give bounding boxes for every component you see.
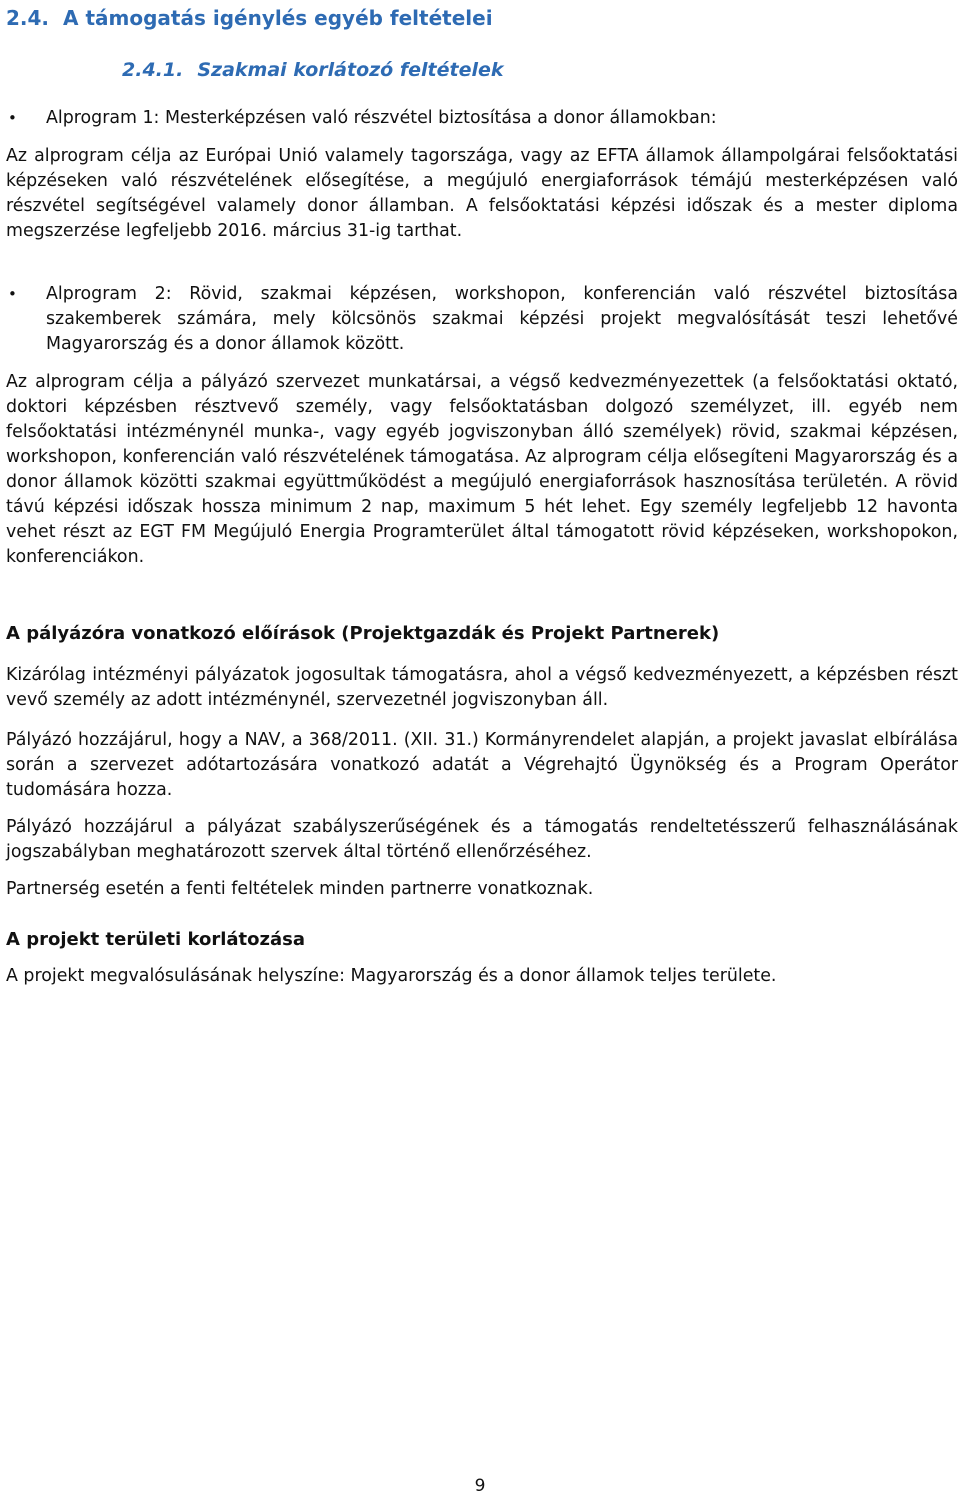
bullet-text-1: Alprogram 1: Mesterképzésen való részvétel biztosítása a donor államokban: — [46, 108, 717, 128]
paragraph-6: Partnerség esetén a fenti feltételek minden partnerre vonatkoznak. — [6, 879, 594, 899]
paragraph-7: A projekt megvalósulásának helyszíne: Magyarország és a donor államok teljes területe. — [6, 966, 777, 986]
section-title-applicant-rules: A pályázóra vonatkozó előírások (Projektgazdák és Projekt Partnerek) — [6, 623, 720, 644]
paragraph-5: Pályázó hozzájárul a pályázat szabályszerűségének és a támogatás rendeltetésszerű felhasználásának jogszabályban meghatározott szervek által történő ellenőrzéséhez. — [6, 817, 958, 862]
bullet-text-2: Alprogram 2: Rövid, szakmai képzésen, workshopon, konferencián való részvétel biztosítása szakemberek számára, mely kölcsönös szakmai képzési projekt megvalósítását teszi lehetővé Magyarország és a donor államok között. — [46, 284, 958, 354]
section-title-territorial: A projekt területi korlátozása — [6, 929, 305, 950]
section-number: 2.4. — [6, 6, 50, 30]
page-number: 9 — [474, 1476, 486, 1496]
bullet-icon: • — [8, 285, 17, 303]
section-title: A támogatás igénylés egyéb feltételei — [63, 6, 493, 30]
paragraph-3: Kizárólag intézményi pályázatok jogosultak támogatásra, ahol a végső kedvezményezett, a képzésben részt vevő személy az adott intézménynél, szervezetnél jogviszonyban áll. — [6, 665, 958, 710]
paragraph-4: Pályázó hozzájárul, hogy a NAV, a 368/2011. (XII. 31.) Kormányrendelet alapján, a projekt javaslat elbírálása során a szervezet adótartozására vonatkozó adatát a Végrehajtó Ügynökség és a Program Operátor tudomására hozza. — [6, 730, 958, 800]
subsection-heading — [122, 56, 504, 84]
section-heading — [6, 4, 493, 32]
subsection-number: 2.4.1. — [122, 59, 184, 81]
subsection-title: Szakmai korlátozó feltételek — [197, 59, 504, 81]
paragraph-2: Az alprogram célja a pályázó szervezet munkatársai, a végső kedvezményezettek (a felsőoktatási oktató, doktori képzésben résztvevő személy, vagy felsőoktatásban dolgozó személyzet, ill. egyéb nem felsőoktatási intézménynél munka-, vagy egyéb jogviszonyban álló személyek) rövid, szakmai képzésen, workshopon, konferencián való részvételének támogatása. Az alprogram célja elősegíteni Magyarország és a donor államok közötti szakmai együttműködést a megújuló energiaforrások hasznosítása területén. A rövid távú képzési időszak hossza minimum 2 nap, maximum 5 hét lehet. Egy személy legfeljebb 12 havonta vehet részt az EGT FM Megújuló Energia Programterület által támogatott rövid képzéseken, workshopokon, konferenciákon. — [6, 372, 958, 567]
paragraph-1: Az alprogram célja az Európai Unió valamely tagországa, vagy az EFTA államok állampolgárai felsőoktatási képzéseken való részvételének elősegítése, a megújuló energiaforrások témájú mesterképzésen való részvétel segítségével valamely donor államban. A felsőoktatási képzési időszak és a mester diploma megszerzése legfeljebb 2016. március 31-ig tarthat. — [6, 146, 958, 241]
bullet-icon: • — [8, 109, 17, 127]
